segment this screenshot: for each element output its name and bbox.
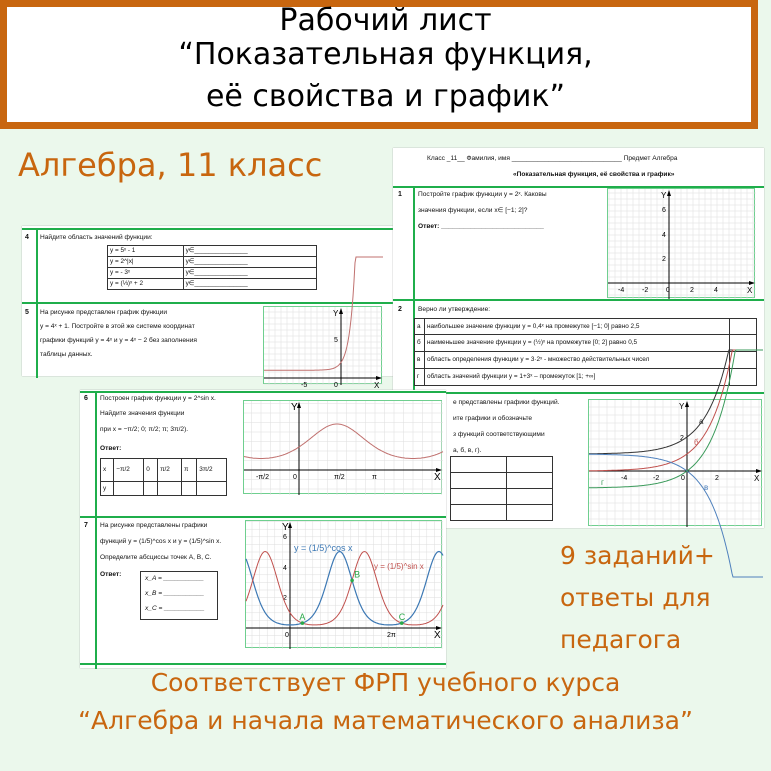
x-tick-label: 0: [334, 382, 338, 389]
x-tick-label: 2: [715, 475, 719, 482]
table-row: y = 5ˣ - 1 y∈_______________: [108, 246, 317, 257]
task7-text: функций y = (1/5)^cos x и y = (1/5)^sin x.: [100, 538, 222, 545]
curve-label-g: г: [601, 478, 604, 487]
task2-text: Верно ли утверждение:: [418, 306, 491, 313]
task3-text: е представлены графики функций.: [453, 399, 560, 406]
task6-text: при x = −π/2; 0; π/2; π; 3π/2).: [100, 426, 189, 433]
task6-graph: [243, 400, 442, 494]
y-axis-arrow-icon: [339, 308, 343, 314]
x-tick-label: 2: [690, 287, 694, 294]
x-axis-label: X: [434, 630, 441, 641]
sheet-heading: «Показательная функция, её свойства и график»: [513, 171, 675, 178]
task4-table: [107, 245, 317, 290]
task7-answer-box[interactable]: [140, 571, 218, 620]
task5-graph: [263, 306, 382, 390]
worksheet-page-2: [22, 226, 394, 390]
task3-answer-table[interactable]: [450, 456, 553, 521]
promo-line: ответы для: [560, 583, 711, 612]
x-tick-label: -2: [642, 287, 649, 294]
task1-text: Постройте график функции y = 2ˣ. Каковы: [418, 191, 547, 198]
x-axis-arrow-icon: [376, 376, 382, 380]
task-number: 7: [84, 522, 88, 529]
subtitle: Алгебра, 11 класс: [18, 146, 323, 184]
footer-line-1: Соответствует ФРП учебного курса: [150, 668, 621, 697]
x-tick-label: π: [372, 474, 377, 481]
y-tick-label: 4: [662, 232, 666, 239]
x-tick-label: -π/2: [256, 474, 269, 481]
y-axis-label: Y: [661, 191, 667, 200]
x-axis-label: X: [374, 381, 380, 390]
sheet-header: Класс _11__ Фамилия, имя ______________________________ Предмет Алгебра: [427, 155, 678, 162]
promo-text: [560, 535, 715, 661]
table-row: y = - 3ˣ y∈_______________: [108, 268, 317, 279]
title-line-3: её свойства и график”: [205, 79, 566, 114]
task6-text: Построен график функции y = 2^sin x.: [100, 395, 216, 402]
answer-xa[interactable]: x_A = ___________: [145, 575, 204, 582]
y-axis-label: Y: [282, 522, 289, 533]
worksheet-page-1: [393, 148, 764, 528]
x-tick-label: 0: [681, 475, 685, 482]
y-axis-label: Y: [333, 309, 339, 318]
task5-text: y = 4ˣ + 1. Постройте в этой же системе координат: [40, 323, 195, 330]
worksheet-page-3: [80, 390, 446, 668]
table-row: y = 2^|x| y∈_______________: [108, 257, 317, 268]
table-row: y: [101, 482, 227, 496]
x-tick-label: π/2: [334, 474, 345, 481]
x-axis-arrow-icon: [749, 281, 755, 285]
x-tick-label: 4: [714, 287, 718, 294]
task7-text: Определите абсциссы точек A, B, C.: [100, 554, 212, 561]
task-number: 1: [398, 191, 402, 198]
task5-text: На рисунке представлен график функции: [40, 309, 168, 316]
table-row: б наименьшее значение функции y = (½)ˣ на промежутке [0; 2] равно 0,5: [415, 335, 757, 352]
task3-text: з функций соответствующими: [453, 431, 545, 438]
task1-answer-field[interactable]: Ответ: ____________________________: [418, 223, 544, 230]
task5-text: графики функций y = 4ˣ и y = 4ˣ − 2 без заполнения: [40, 337, 197, 344]
y-tick-label: 6: [662, 207, 666, 214]
task4-text: Найдите область значений функции:: [40, 234, 153, 241]
table-row: x −π/2 0 π/2 π 3π/2: [101, 459, 227, 482]
answer-xb[interactable]: x_B = ___________: [145, 590, 205, 597]
task2-table: [414, 318, 757, 386]
title-line-2: “Показательная функция,: [178, 37, 593, 72]
y-tick-label: 5: [334, 337, 338, 344]
blue-curve-label: y = (1/5)^cos x: [294, 543, 353, 553]
table-row: а наибольшее значение функции y = 0,4ˣ на промежутке [−1; 0] равно 2,5: [415, 319, 757, 335]
y-tick-label: 4: [283, 565, 287, 572]
task6-text: Найдите значения функции: [100, 410, 185, 417]
table-row: г область значений функции y = 1+3ˣ – промежуток [1; +∞]: [415, 369, 757, 386]
x-tick-label: -4: [618, 287, 625, 294]
task7-graph: [245, 520, 442, 648]
curve-label-v: в: [704, 483, 709, 492]
task3-graph: [588, 399, 762, 526]
task7-text: На рисунке представлены графики: [100, 522, 208, 529]
title-box: [0, 0, 758, 129]
task1-graph: [607, 188, 755, 298]
point-label: C: [398, 612, 406, 623]
table-row: y = (⅓)ˣ + 2 y∈_______________: [108, 279, 317, 290]
x-tick-label: 0: [285, 632, 289, 639]
promo-line: 9 заданий+: [560, 541, 715, 570]
title-line-1: Рабочий лист: [279, 3, 492, 38]
x-axis-label: X: [754, 474, 760, 483]
task5-text: таблицы данных.: [40, 351, 93, 358]
x-tick-label: 2π: [387, 632, 396, 639]
footer-line-2: “Алгебра и начала математического анализа”: [78, 706, 693, 735]
y-tick-label: 2: [662, 256, 666, 263]
point-label: B: [354, 569, 361, 580]
x-tick-label: 0: [293, 474, 297, 481]
task3-text: а, б, в, г).: [453, 447, 482, 454]
table-row: в область определения функции y = 3·2ˣ - множество действительных чисел: [415, 352, 757, 369]
task3-text: ите графики и обозначьте: [453, 415, 533, 422]
task-number: 6: [84, 395, 88, 402]
promo-line: педагога: [560, 625, 682, 654]
x-tick-label: -5: [301, 382, 308, 389]
task-number: 2: [398, 306, 402, 313]
task-number: 5: [25, 309, 29, 316]
x-tick-label: 0: [666, 287, 670, 294]
point-label: A: [299, 612, 306, 623]
y-axis-arrow-icon: [685, 401, 689, 407]
answer-xc[interactable]: x_C = ___________: [145, 605, 205, 612]
y-axis-label: Y: [291, 402, 298, 413]
x-axis-label: X: [747, 286, 753, 295]
y-tick-label: 2: [680, 435, 684, 442]
task7-answer-label: Ответ:: [100, 571, 122, 578]
red-curve-label: y = (1/5)^sin x: [374, 562, 424, 571]
task6-table[interactable]: [100, 458, 227, 496]
curve-label-a: а: [699, 417, 704, 426]
y-tick-label: 2: [283, 595, 287, 602]
task6-answer-label: Ответ:: [100, 445, 122, 452]
task1-text: значения функции, если x∈ [−1; 2]?: [418, 207, 528, 214]
y-tick-label: 6: [283, 534, 287, 541]
x-tick-label: -2: [653, 475, 660, 482]
task-number: 4: [25, 234, 29, 241]
x-tick-label: -4: [621, 475, 628, 482]
x-axis-label: X: [434, 472, 441, 483]
curve-label-b: б: [694, 438, 699, 447]
y-axis-label: Y: [679, 402, 685, 411]
